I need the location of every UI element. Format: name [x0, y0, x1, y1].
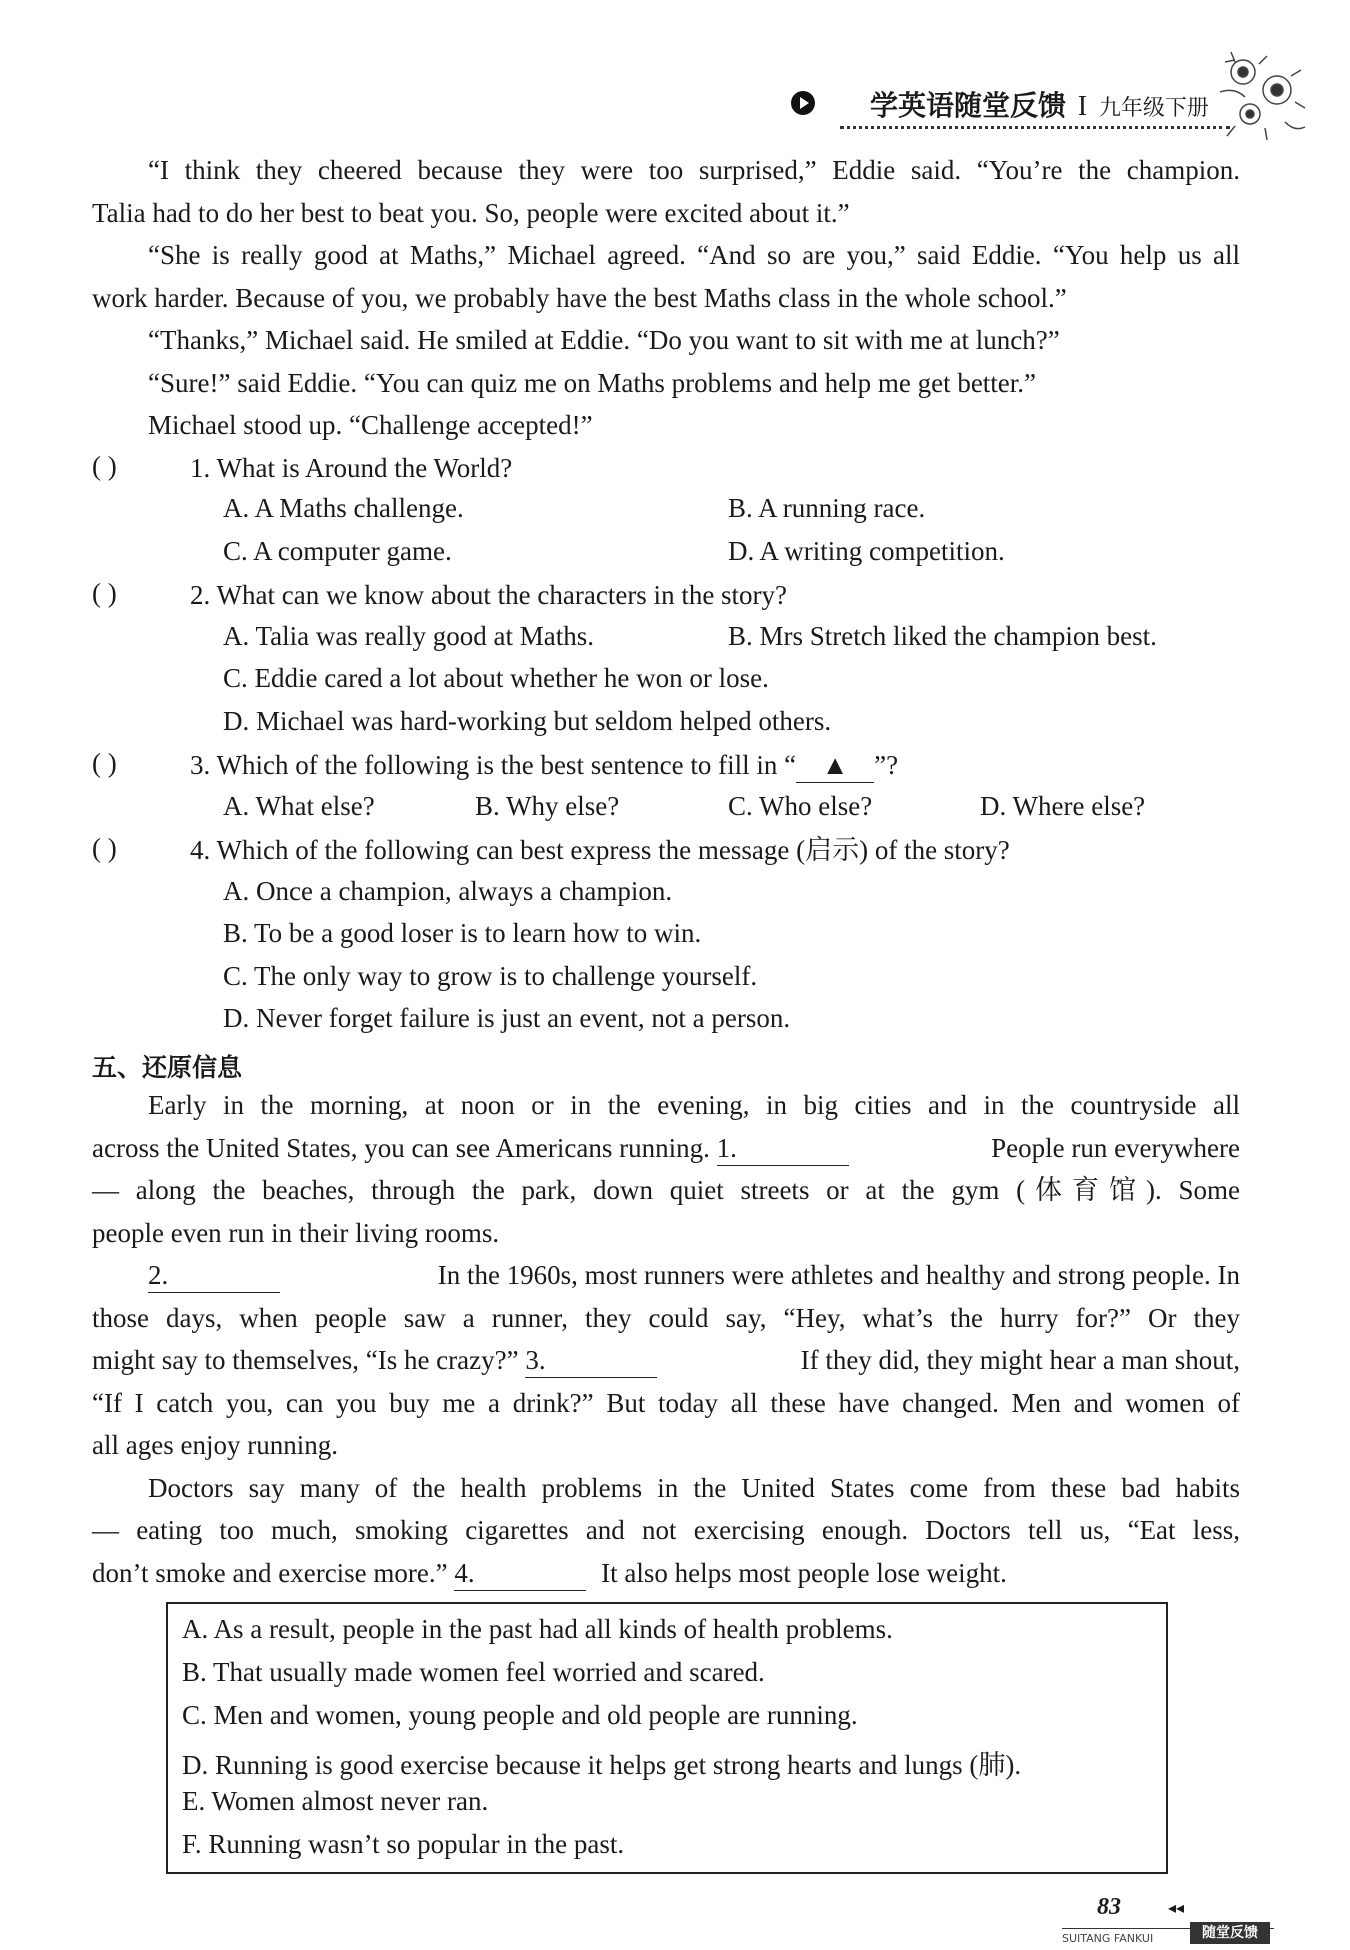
blank-number-2: 2. [148, 1260, 169, 1290]
story-line: “Sure!” said Eddie. “You can quiz me on Maths problems and help me get better.” [148, 368, 1037, 398]
passage-text: don’t smoke and exercise more.” [92, 1558, 448, 1588]
question-stem-3 [190, 748, 898, 783]
passage-line: — along the beaches, through the park, down quiet streets or at the gym (体育馆). Some [92, 1175, 1240, 1205]
story-line: “She is really good at Maths,” Michael agreed. “And so are you,” said Eddie. “You help us all [148, 240, 1240, 270]
passage-line [92, 1556, 1007, 1591]
header-subtitle: 九年级下册 [1098, 96, 1209, 121]
footer-pinyin: SUITANG FANKUI [1062, 1932, 1154, 1945]
footer-tab [1190, 1922, 1270, 1944]
question-stem-3-text: 3. Which of the following is the best sentence to fill in “ [190, 750, 797, 780]
question-2-option-a: A. Talia was really good at Maths. [223, 621, 595, 651]
answer-parentheses-1[interactable]: ( ) [92, 451, 117, 481]
passage-line [92, 1131, 1240, 1166]
question-stem-2: 2. What can we know about the characters in the story? [190, 580, 788, 610]
question-2-option-c: C. Eddie cared a lot about whether he won or lose. [223, 663, 769, 693]
blank-2[interactable] [148, 1258, 280, 1293]
story-line: work harder. Because of you, we probably have the best Maths class in the whole school.” [92, 283, 1067, 313]
passage-line [148, 1258, 1240, 1293]
footer-tab-label: 随堂反馈 [1202, 1925, 1258, 1941]
header-dotted-rule [840, 126, 1230, 129]
page-number: 83 [1097, 1894, 1121, 1920]
question-4-option-c: C. The only way to grow is to challenge yourself. [223, 961, 758, 991]
choice-d: D. Running is good exercise because it helps get strong hearts and lungs (肺). [182, 1750, 1022, 1780]
choice-f: F. Running wasn’t so popular in the past. [182, 1829, 625, 1859]
question-2-option-b: B. Mrs Stretch liked the champion best. [728, 621, 1157, 651]
passage-text: across the United States, you can see Americans running. [92, 1133, 710, 1163]
question-4-option-a: A. Once a champion, always a champion. [223, 876, 673, 906]
question-4-option-b: B. To be a good loser is to learn how to win. [223, 918, 702, 948]
passage-text: If they did, they might hear a man shout, [800, 1345, 1240, 1375]
story-line: Talia had to do her best to beat you. So, people were excited about it.” [92, 198, 850, 228]
passage-line: Early in the morning, at noon or in the evening, in big cities and in the countryside all [148, 1090, 1240, 1120]
passage-line: people even run in their living rooms. [92, 1218, 500, 1248]
header-title-text: 学英语随堂反馈 [870, 89, 1067, 122]
question-3-option-b: B. Why else? [475, 791, 620, 821]
question-1-option-c: C. A computer game. [223, 536, 452, 566]
question-stem-3-end: ”? [874, 750, 899, 780]
passage-text: It also helps most people lose weight. [601, 1558, 1007, 1588]
flower-decoration-icon [1205, 42, 1315, 152]
choice-e: E. Women almost never ran. [182, 1786, 489, 1816]
choice-b: B. That usually made women feel worried and scared. [182, 1657, 765, 1687]
passage-text: might say to themselves, “Is he crazy?” [92, 1345, 519, 1375]
passage-line: those days, when people saw a runner, they could say, “Hey, what’s the hurry for?” Or they [92, 1303, 1240, 1333]
story-line: “Thanks,” Michael said. He smiled at Eddie. “Do you want to sit with me at lunch?” [148, 325, 1060, 355]
choice-c: C. Men and women, young people and old people are running. [182, 1700, 858, 1730]
blank-3[interactable] [525, 1343, 657, 1378]
question-4-option-d: D. Never forget failure is just an event, not a person. [223, 1003, 791, 1033]
question-1-option-a: A. A Maths challenge. [223, 493, 464, 523]
question-stem-4: 4. Which of the following can best express the message (启示) of the story? [190, 835, 1010, 865]
question-3-option-a: A. What else? [223, 791, 375, 821]
story-line: “I think they cheered because they were too surprised,” Eddie said. “You’re the champion. [148, 155, 1240, 185]
question-3-option-d: D. Where else? [980, 791, 1146, 821]
question-1-option-d: D. A writing competition. [728, 536, 1005, 566]
triangle-blank [796, 748, 874, 783]
question-1-option-b: B. A running race. [728, 493, 926, 523]
play-icon [790, 90, 816, 116]
passage-line: Doctors say many of the health problems in the United States come from these bad habits [148, 1473, 1240, 1503]
question-stem-1: 1. What is Around the World? [190, 453, 513, 483]
answer-parentheses-4[interactable]: ( ) [92, 833, 117, 863]
choice-a: A. As a result, people in the past had all kinds of health problems. [182, 1614, 893, 1644]
triangle-icon: ▲ [821, 750, 849, 780]
answer-parentheses-2[interactable]: ( ) [92, 578, 117, 608]
blank-1[interactable] [717, 1131, 849, 1166]
story-line: Michael stood up. “Challenge accepted!” [148, 410, 593, 440]
passage-text: People run everywhere [991, 1133, 1240, 1163]
blank-4[interactable] [454, 1556, 586, 1591]
blank-number-3: 3. [525, 1345, 546, 1375]
section-title: 五、还原信息 [92, 1053, 243, 1082]
passage-line: — eating too much, smoking cigarettes and not exercising enough. Doctors tell us, “Eat less, [92, 1515, 1240, 1545]
blank-number-1: 1. [716, 1133, 737, 1163]
header-separator: I [1077, 91, 1088, 122]
question-2-option-d: D. Michael was hard-working but seldom helped others. [223, 706, 832, 736]
question-3-option-c: C. Who else? [728, 791, 873, 821]
passage-line: “If I catch you, can you buy me a drink?” But today all these have changed. Men and women of [92, 1388, 1240, 1418]
passage-text: In the 1960s, most runners were athletes and healthy and strong people. In [437, 1260, 1240, 1290]
passage-line: all ages enjoy running. [92, 1430, 338, 1460]
answer-parentheses-3[interactable]: ( ) [92, 748, 117, 778]
double-arrow-icon: ◂◂ [1168, 1898, 1185, 1917]
passage-line [92, 1343, 1240, 1378]
blank-number-4: 4. [454, 1558, 475, 1588]
header-title [870, 84, 1209, 124]
